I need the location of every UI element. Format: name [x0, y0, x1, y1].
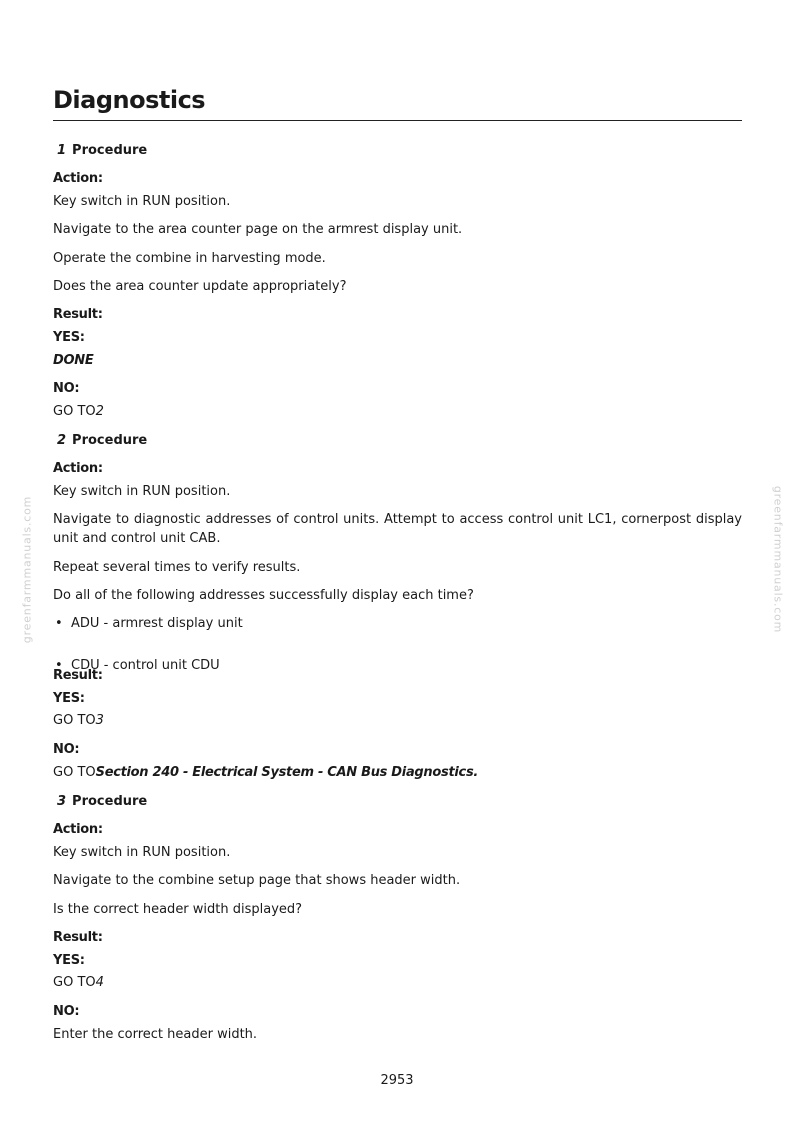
step-label: Procedure [72, 433, 148, 448]
no-label: NO: [53, 742, 80, 757]
no-result [53, 763, 742, 782]
goto-text: GO TO [53, 765, 96, 780]
no-label: NO: [53, 1004, 80, 1019]
action-text: Repeat several times to verify results. [53, 560, 301, 575]
no-label: NO: [53, 381, 80, 396]
no-result: Enter the correct header width. [53, 1027, 258, 1042]
yes-label: YES: [53, 330, 85, 345]
action-text: Navigate to the area counter page on the armrest display unit. [53, 222, 463, 237]
watermark-left: greenfarmmanuals.com [20, 495, 34, 644]
goto-link[interactable]: Section 240 - Electrical System - CAN Bus Diagnostics. [95, 765, 479, 780]
result-label: Result: [53, 307, 103, 322]
list-item: • ADU - armrest display unit [53, 614, 760, 633]
yes-label: YES: [53, 691, 85, 706]
list-item: • CDU - control unit CDU [53, 656, 760, 675]
goto-text: GO TO [53, 975, 96, 990]
step-number: 1 [57, 143, 67, 158]
step-label: Procedure [72, 143, 148, 158]
yes-label: YES: [53, 953, 85, 968]
action-text: Key switch in RUN position. [53, 194, 231, 209]
yes-result [53, 973, 742, 992]
action-label: Action: [53, 461, 103, 476]
step-1-heading [53, 141, 742, 160]
page-title: Diagnostics [53, 86, 742, 121]
result-label: Result: [53, 668, 103, 683]
step-number: 2 [57, 433, 67, 448]
step-label: Procedure [72, 794, 148, 809]
yes-result [53, 711, 742, 730]
action-text: Is the correct header width displayed? [53, 902, 303, 917]
goto-target[interactable]: 2 [95, 404, 104, 419]
action-label: Action: [53, 171, 103, 186]
step-3-heading [53, 792, 742, 811]
goto-target[interactable]: 3 [95, 713, 104, 728]
no-result [53, 402, 742, 421]
result-label: Result: [53, 930, 103, 945]
action-text: Operate the combine in harvesting mode. [53, 251, 326, 266]
watermark-right: greenfarmmanuals.com [771, 485, 785, 634]
action-text: Do all of the following addresses successfully display each time? [53, 588, 474, 603]
yes-result: DONE [53, 353, 94, 368]
goto-text: GO TO [53, 713, 96, 728]
action-text: Does the area counter update appropriately? [53, 279, 347, 294]
action-label: Action: [53, 822, 103, 837]
action-text: Key switch in RUN position. [53, 845, 231, 860]
step-2-heading [53, 431, 742, 450]
goto-text: GO TO [53, 404, 96, 419]
step-number: 3 [57, 794, 67, 809]
action-text: Navigate to diagnostic addresses of control units. Attempt to access control unit LC1, cornerpost display unit and control unit CAB. [53, 512, 742, 546]
action-text: Navigate to the combine setup page that shows header width. [53, 873, 461, 888]
action-text: Key switch in RUN position. [53, 484, 231, 499]
goto-target[interactable]: 4 [95, 975, 104, 990]
page-number: 2953 [380, 1073, 414, 1088]
